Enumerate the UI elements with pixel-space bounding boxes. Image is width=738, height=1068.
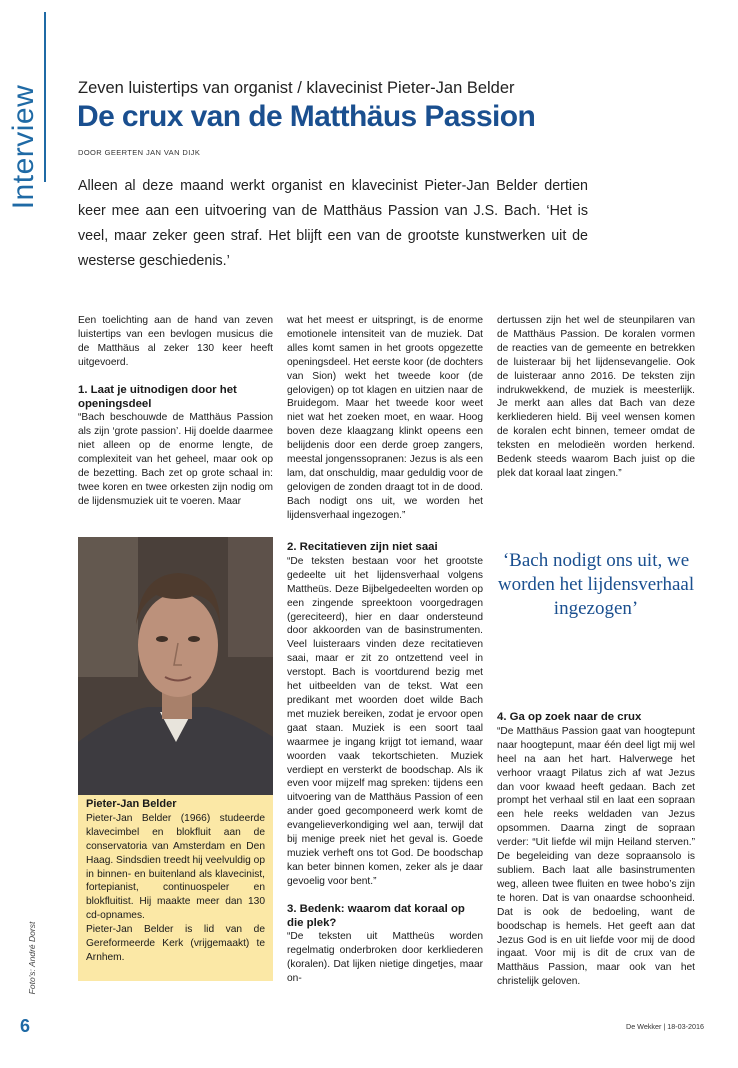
column-1	[78, 314, 273, 509]
lead-paragraph: Alleen al deze maand werkt organist en klavecinist Pieter-Jan Belder dertien keer mee aan een uitvoering van de Matthäus Passion van J.S. Bach. ‘Het is veel, maar zeker geen straf. Het blijft een van de grootste kunstwerken uit de westerse geschiedenis.’	[78, 178, 588, 269]
tip-4-heading: 4. Ga op zoek naar de crux	[497, 711, 642, 723]
bio-membership: Pieter-Jan Belder is lid van de Gereformeerde Kerk (vrijgemaakt) te Arnhem.	[86, 924, 265, 963]
tip-1-heading: 1. Laat je uitnodigen door het openingsdeel	[78, 383, 237, 410]
tip-4-text: “De Matthäus Passion gaat van hoogtepunt naar hoogtepunt, maar één deel ligt mij wel heel na aan het hart. Halverwege het verhoor vraagt Pilatus zich af wat Jezus dan voor kwaad heeft gedaan. Bach zet prompt het verhaal stil en laat een sopraan een hele reeks weldaden van Jezus opsommen. Daarna zingt de sopraan verder: “Uit liefde wil mijn Heiland sterven.” De begeleiding van deze sopraansolo is subliem. Bach laat alle basinstrumenten weg, alleen twee fluiten en twee hobo’s zijn te horen. Dat is van onaardse schoonheid. Dat is ook de bedoeling, want de boodschap is hemels. Het geeft aan dat Jezus God is en uit liefde voor mij de dood ingaat. Voor mij is dit de crux van de Matthäus Passion, maar ook van het christelijk geloven.	[497, 725, 695, 988]
column-2-top	[287, 314, 483, 523]
footer-info: De Wekker | 18-03-2016	[626, 1022, 705, 1031]
section-label: Interview	[7, 84, 40, 210]
tip-3-continued: dertussen zijn het wel de steunpilaren van de Matthäus Passion. De koralen vormen de reacties van de gemeente en betrekken de luisteraar bij het lijdensevangelie. Ook de luisteraar anno 2016. De teksten zijn indrukwekkend, de muziek is meesterlijk. Je merkt aan alles dat Bach van deze kerkliederen hield. Bij veel wensen komen de koralen echt binnen, temeer omdat de teksten en melodieën worden herkend. Bedenk steeds waarom Bach juist op die plek dat koraal laat zingen.”	[497, 315, 695, 479]
page-number: 6	[20, 1016, 31, 1036]
bio-box	[78, 795, 273, 981]
section-tag	[2, 72, 46, 222]
portrait-photo	[78, 537, 273, 795]
column-3-bottom	[497, 711, 695, 989]
bio-name: Pieter-Jan Belder	[86, 798, 177, 810]
tip-2-heading: 2. Recitatieven zijn niet saai	[287, 541, 438, 553]
tip-1-continued: wat het meest er uitspringt, is de enorme emotionele intensiteit van de muziek. Dat alles komt samen in het groots opgezette openingsdeel. Het eerste koor (de dochters van Sion) wekt het tweede koor (de gelovigen) op tot klagen en uitzien naar de Bruidegom. Maar het tweede koor weet niet wat het zoeken moet, en waar. Hoog boven deze klaagzang klinkt opeens een belijdenis door een derde groep zangers, meestal jongenssopranen: Jezus is als een lam, dat onschuldig, maar geduldig voor de gelovigen de zonden draagt tot in de dood. Bach nodigt ons uit, we worden het lijdensverhaal ingezogen.”	[287, 315, 483, 521]
kicker: Zeven luistertips van organist / klavecinist Pieter-Jan Belder	[78, 79, 515, 97]
tip-1-text: “Bach beschouwde de Matthäus Passion als zijn ‘grote passion’. Hij doelde daarmee niet alleen op de enorme lengte, de complexiteit van het geheel, maar ook op de bezetting. Bach zet op grote schaal in: twee koren en twee orkesten zijn nodig om de lijdensmuziek uit te voeren. Maar	[78, 412, 273, 507]
tip-2-text: “De teksten bestaan voor het grootste gedeelte uit het lijdensverhaal volgens Mattheüs. Deze Bijbelgedeelten worden op een zingende spreektoon voorgedragen (gereciteerd), hier en daar ondersteund door akkoorden van de basinstrumenten. Veel luisteraars vinden deze recitatieven saai, maar er zit zo ontzettend veel in verstopt. Bach is voortdurend bezig met het uitbeelden van de tekst. Wat een predikant met woorden doet wilde Bach met muziek bereiken, zodat je ervoor open gaat staan. Muziek is een soort taal waarmee je ingang krijgt tot iemand, waar woorden vaak tekortschieten. Muziek verdiept en versterkt de boodschap. Als ik even voor mijzelf mag spreken: tijdens een uitvoering van de Matthäus Passion of een ander goed gecomponeerd werk komt de evangelieverkondiging wel aan, terwijl dat bij menige preek niet het geval is. Goede muziek verheft ons tot God. De boodschap kan beter binnen komen, zeker als je daar gevoelig voor bent.”	[287, 555, 483, 887]
byline: DOOR GEERTEN JAN VAN DIJK	[78, 148, 201, 157]
page-title: De crux van de Matthäus Passion	[77, 100, 536, 133]
intro-paragraph: Een toelichting aan de hand van zeven luistertips van een bevlogen musicus die de Matthäus al zeker 130 keer heeft uitgevoerd.	[78, 315, 273, 368]
column-2-bottom	[287, 541, 483, 986]
column-3-top	[497, 314, 695, 481]
section-rule	[44, 12, 46, 182]
tip-3-text: “De teksten uit Mattheüs worden regelmatig onderbroken door kerkliederen (koralen). Dat lijken nietige dingetjes, maar on-	[287, 931, 483, 985]
tip-3-heading: 3. Bedenk: waarom dat koraal op die plek?	[287, 902, 465, 929]
bio-text: Pieter-Jan Belder (1966) studeerde klavecimbel en blokfluit aan de conservatoria van Amsterdam en Den Haag. Sindsdien treedt hij veelvuldig op in binnen- en buitenland als klavecinist, fortepianist, continuospeler en blokfluitist. Hij maakte meer dan 130 cd-opnames.	[86, 812, 265, 922]
photo-credit: Foto's: André Dorst	[27, 921, 37, 995]
pull-quote: ‘Bach nodigt ons uit, we worden het lijdensverhaal ingezogen’	[497, 550, 695, 619]
